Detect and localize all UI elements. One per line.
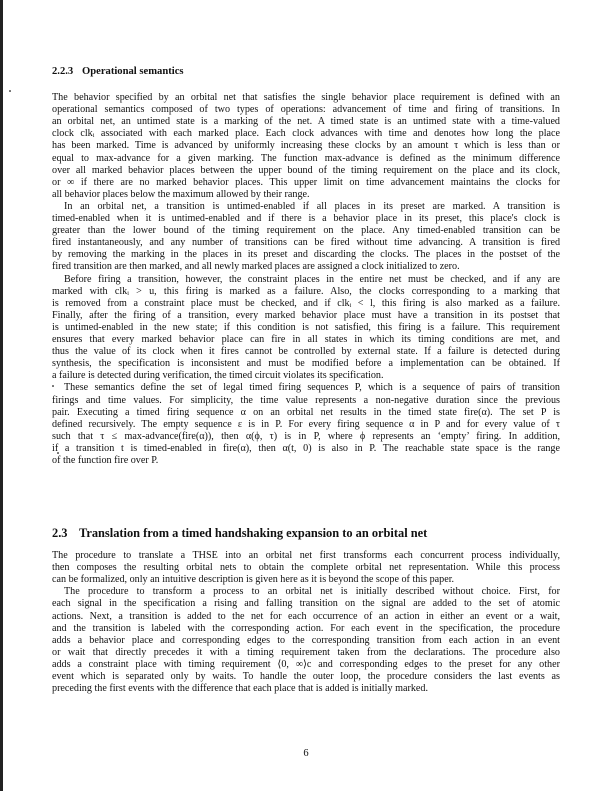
text-line: The procedure to transform a process to an orbital net is initially described without choice. First, for — [64, 586, 560, 598]
text-line: fired transition are then marked, and all newly marked places are assigned a clock initialized to zero. — [52, 261, 460, 273]
text-line: can be formalized, only an intuitive description is given here as it is beyond the scope of this paper. — [52, 574, 455, 586]
text-line: and the transition is labeled with the corresponding action. For each event in the specification, the procedure — [52, 622, 560, 634]
text-line: all behavior places below the maximum allowed by their range. — [52, 188, 310, 200]
text-line: thus the value of its clock when it fires cannot be controlled by external state. If a failure is detected during — [52, 346, 560, 358]
text-line: marked with clkᵢ > u, this firing is marked as a failure. Also, the clocks corresponding to a marking that — [52, 285, 560, 297]
section-heading-2-2-3 — [52, 66, 184, 77]
text-line: clock clkᵢ associated with each marked place. Each clock advances with time and denotes how long the place — [52, 128, 560, 140]
text-line: a failure is detected during verification, the timed circuit violates its specification. — [52, 370, 384, 382]
text-line: preceding the first events with the difference that each place that is added is initially marked. — [52, 683, 428, 695]
section-number: 2.3 — [52, 526, 68, 540]
text-line: is untimed-enabled in the new state; if this condition is not satisfied, this firing is a failure. This requirement — [52, 321, 560, 333]
text-line: Before firing a transition, however, the constraint places in the entire net must be checked, and if any are — [64, 273, 560, 285]
text-line: such that τ ≤ max-advance(fire(α)), then α(ϕ, τ) is in P, where ϕ represents an ‘empty’ firing. In addition, — [52, 430, 560, 442]
text-line: The behavior specified by an orbital net that satisfies the single behavior place requirement is defined with an — [52, 92, 560, 103]
section-title: Translation from a timed handshaking expansion to an orbital net — [79, 526, 428, 540]
text-line: operational semantics composed of two types of operations: advancement of time and firing of transitions. In — [52, 104, 560, 116]
text-line: if a transition t is timed-enabled in fire(α), then α(t, 0) is also in P. The reachable state space is the range — [52, 442, 560, 454]
text-line: timed-enabled when it is untimed-enabled and if there is a behavior place in its preset, this place's clock is — [52, 213, 560, 224]
text-line: event which is separated only by waits. To handle the outer loop, the procedure considers the last events as — [52, 671, 560, 682]
text-line: is removed from a constraint place must be checked, and if clkᵢ < l, this firing is also marked as a failure. — [52, 297, 560, 309]
section-number: 2.2.3 — [52, 66, 74, 77]
text-line: equal to max-advance for a given marking. The function max-advance is defined as the minimum difference — [52, 152, 560, 164]
text-line: by removing the marking in the places in its preset and discarding the clocks. The places in the postset of the — [52, 249, 560, 261]
text-line: ensures that every marked behavior place can fire in all states in which its timing conditions are met, and — [52, 334, 560, 345]
text-line: pair. Executing a timed firing sequence α on an orbital net results in the timed state fire(α). The set P is — [52, 406, 560, 418]
text-line: each signal in the specification a rising and falling transition on the signal are added to the set of atomic — [52, 598, 560, 610]
text-line: over all marked behavior places between the upper bound of the timing requirement on the place and its clock, — [52, 164, 560, 176]
scan-edge — [0, 0, 3, 791]
page-number: 6 — [303, 748, 309, 759]
text-line: In an orbital net, a transition is untimed-enabled if all places in its preset are marked. A transition is — [64, 200, 560, 212]
text-line: These semantics define the set of legal timed firing sequences P, which is a sequence of pairs of transition — [64, 382, 560, 394]
scan-speck — [9, 90, 11, 92]
text-line: The procedure to translate a THSE into an orbital net first transforms each concurrent process individually, — [52, 550, 560, 561]
text-line: then composes the resulting orbital nets to obtain the complete orbital net representation. While this process — [52, 562, 560, 574]
text-line: actions. Next, a transition is added to the net for each occurrence of an action in either an event or a wait, — [52, 610, 560, 622]
text-line: synthesis, the specification is inconsistent and must be modified before a implementation can be obtained. If — [52, 358, 560, 370]
text-line: adds a constraint place with timing requirement ⟨0, ∞⟩c and corresponding edges to the preset for any other — [52, 658, 560, 670]
text-line: Finally, after the firing of a transition, every marked behavior place must have a transition in its postset that — [52, 309, 560, 321]
text-line: greater than the lower bound of the timing requirement on the place. Any timed-enabled transition can be — [52, 225, 560, 237]
text-line: of the function fire over P. — [52, 455, 159, 466]
text-line: has been marked. Time is advanced by uniformly increasing these clocks by an amount τ which is less than or — [52, 140, 560, 152]
text-line: an orbital net, an untimed state is a marking of the net. A timed state is an untimed state with a time-valued — [52, 116, 560, 128]
text-line: firings and time values. For simplicity, the time value represents a non-negative duration since the previous — [52, 394, 560, 406]
section-title: Operational semantics — [82, 66, 184, 77]
text-line: adds a behavior place and corresponding edges to the corresponding transition from each action in an event — [52, 634, 560, 646]
text-line: defined recursively. The empty sequence ε is in P. For every firing sequence α in P and for every value of τ — [52, 418, 560, 430]
text-line: fired instantaneously, and any number of transitions can be fired without time advancing. A transition is fired — [52, 237, 560, 249]
text-line: or ∞ if there are no marked behavior places. This upper limit on time advancement maintains the clocks for — [52, 176, 560, 188]
section-heading-2-3 — [52, 526, 427, 541]
text-line: or wait that directly precedes it with a timing requirement taken from the declarations. The procedure also — [52, 646, 560, 658]
